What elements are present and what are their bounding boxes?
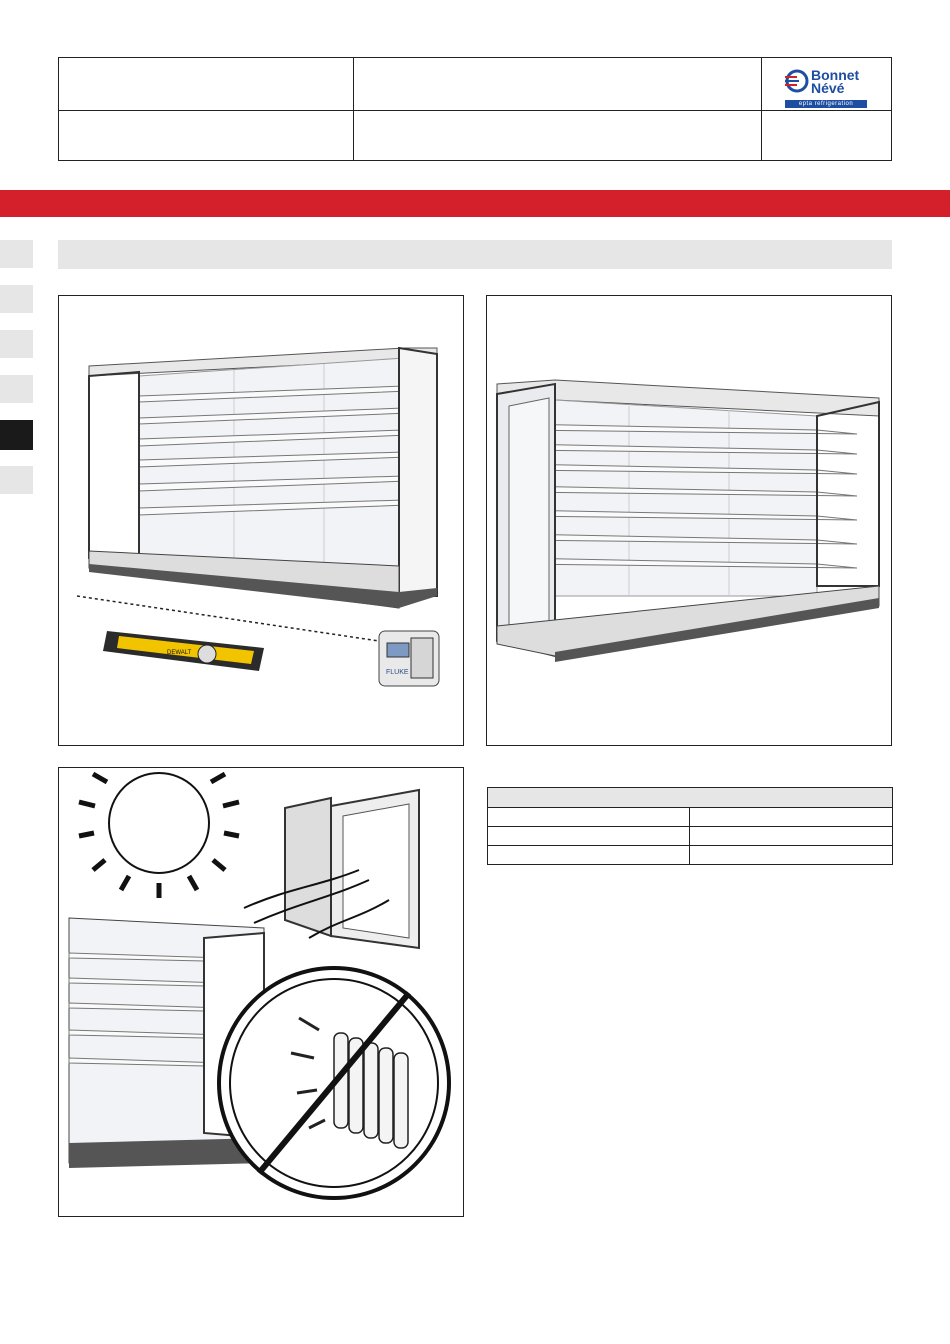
- spec-cell: [690, 846, 893, 865]
- table-row: [488, 808, 893, 827]
- spec-cell: [690, 808, 893, 827]
- document-header-table: [58, 57, 892, 161]
- open-door-icon: [244, 790, 419, 948]
- header-divider: [761, 58, 762, 160]
- side-tab-2[interactable]: [0, 285, 33, 313]
- svg-text:FLUKE: FLUKE: [386, 669, 409, 676]
- spec-cell: [488, 827, 690, 846]
- side-tab-1[interactable]: [0, 240, 33, 268]
- spec-cell: [690, 827, 893, 846]
- logo-line1: Bonnet: [811, 67, 860, 83]
- side-tab-6[interactable]: [0, 466, 33, 494]
- heat-sources-illustration: [59, 768, 463, 1216]
- logo-line2: Névé: [811, 80, 845, 96]
- header-divider: [59, 110, 891, 111]
- side-tab-3[interactable]: [0, 330, 33, 358]
- logo-e-icon: [783, 66, 809, 96]
- side-tab-4[interactable]: [0, 375, 33, 403]
- thermometer-meter-icon: [379, 631, 439, 686]
- spec-table: [487, 787, 893, 865]
- spec-table-header: [488, 788, 893, 808]
- side-tab-5-active[interactable]: [0, 420, 33, 450]
- header-divider: [353, 58, 354, 160]
- figure-avoid-heat-sources: [58, 767, 464, 1217]
- bonnet-neve-logo: [781, 64, 871, 108]
- table-row: [488, 827, 893, 846]
- section-title-bar: [58, 240, 892, 269]
- display-case-level-illustration: [59, 296, 463, 745]
- section-color-band: [0, 190, 950, 217]
- figure-display-case-level: [58, 295, 464, 746]
- sun-icon: [79, 773, 239, 898]
- spec-cell: [488, 808, 690, 827]
- display-case-closed-end-illustration: [487, 296, 891, 745]
- logo-tagline: epta refrigeration: [785, 100, 867, 108]
- table-row: [488, 846, 893, 865]
- figure-display-case-closed-end: [486, 295, 892, 746]
- spirit-level-icon: [103, 631, 264, 671]
- svg-text:DEWALT: DEWALT: [167, 650, 192, 656]
- spec-cell: [488, 846, 690, 865]
